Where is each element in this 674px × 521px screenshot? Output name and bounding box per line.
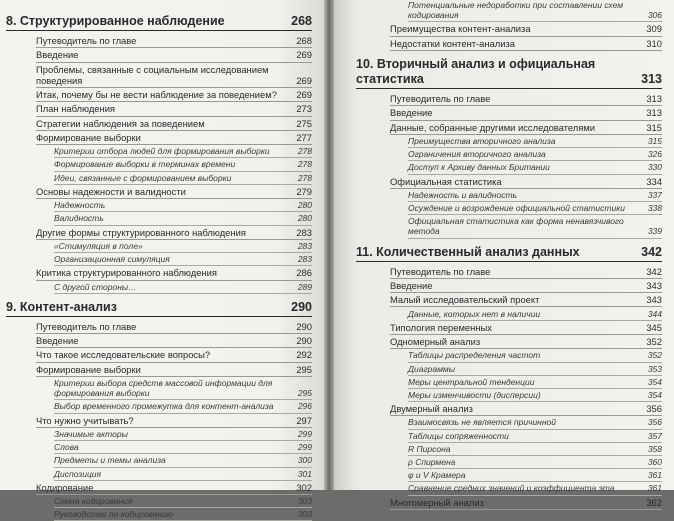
entry-title: Взаимосвязь не является причинной	[408, 417, 556, 428]
entry-page: 354	[647, 389, 662, 400]
entry-title: Меры центральной тенденции	[408, 376, 535, 387]
entry-title: Путеводитель по главе	[390, 93, 491, 104]
entry-page: 301	[297, 468, 312, 479]
toc-subsection-entry[interactable]	[408, 483, 662, 495]
toc-subsection-entry[interactable]	[408, 350, 662, 362]
entry-page: 362	[646, 496, 662, 508]
toc-subsection-entry[interactable]	[54, 173, 312, 185]
toc-subsection-entry[interactable]	[54, 200, 312, 212]
toc-section-entry[interactable]	[390, 107, 662, 120]
toc-subsection-entry[interactable]	[408, 457, 662, 469]
entry-page: 361	[647, 483, 662, 494]
entry-title: Путеводитель по главе	[36, 320, 137, 332]
toc-subsection-entry[interactable]	[408, 162, 662, 174]
toc-subsection-entry[interactable]	[54, 455, 312, 467]
toc-section-entry[interactable]	[36, 89, 312, 102]
entry-page: 354	[647, 376, 662, 387]
entry-title: Кодирование	[36, 481, 94, 493]
toc-subsection-entry[interactable]	[408, 309, 662, 321]
entry-title: Введение	[36, 335, 79, 347]
toc-section-entry[interactable]	[390, 403, 662, 416]
entry-page: 290	[296, 320, 312, 332]
entry-page: 343	[646, 294, 662, 306]
entry-title: Меры изменчивости (дисперсии)	[408, 389, 541, 400]
toc-subsection-entry[interactable]	[408, 364, 662, 376]
chapter-8-entries	[6, 35, 312, 294]
toc-section-entry[interactable]	[390, 266, 662, 279]
toc-subsection-entry[interactable]	[54, 429, 312, 441]
toc-section-entry[interactable]	[390, 176, 662, 189]
entry-page: 268	[296, 35, 312, 46]
entry-title: Слова	[54, 442, 79, 453]
entry-page: 357	[647, 430, 662, 441]
toc-section-entry[interactable]	[36, 415, 312, 428]
entry-title: Организационная симуляция	[54, 254, 170, 265]
toc-subsection-entry[interactable]	[54, 509, 312, 521]
toc-section-entry[interactable]	[36, 118, 312, 131]
toc-subsection-entry[interactable]	[408, 0, 662, 22]
chapter-9-heading[interactable]	[6, 300, 312, 317]
chapter-title: 11. Количественный анализ данных	[356, 244, 580, 259]
entry-title: Критика структурированного наблюдения	[36, 267, 217, 279]
entry-title: Схема кодирования	[54, 496, 133, 506]
entry-page: 352	[647, 350, 662, 361]
entry-title: Диаграммы	[408, 363, 455, 374]
entry-page: 345	[646, 321, 662, 333]
entry-title: Таблицы сопряженности	[408, 430, 509, 441]
entry-title: ρ Спирмена	[408, 457, 456, 468]
toc-subsection-entry[interactable]	[408, 203, 662, 215]
entry-page: 295	[296, 363, 312, 375]
entry-page: 283	[297, 240, 312, 251]
entry-title: Что нужно учитывать?	[36, 414, 134, 426]
toc-subsection-entry[interactable]	[54, 254, 312, 266]
entry-title: Итак, почему бы не вести наблюдение за поведением?	[36, 89, 277, 101]
entry-title: φ и V Крамера	[408, 470, 466, 481]
entry-title: Осуждение и возрождение официальной статистики	[408, 203, 625, 213]
entry-page: 289	[297, 281, 312, 292]
toc-subsection-entry[interactable]	[54, 442, 312, 454]
entry-page: 358	[647, 443, 662, 454]
entry-page: 278	[297, 159, 312, 170]
entry-title: Путеводитель по главе	[390, 265, 491, 277]
entry-page: 280	[297, 200, 312, 211]
toc-subsection-entry[interactable]	[54, 146, 312, 158]
entry-page: 279	[296, 185, 312, 197]
entry-title: Данные, которых нет в наличии	[408, 308, 541, 319]
entry-title: Формирование выборки в терминах времени	[54, 159, 236, 170]
chapter-page: 290	[291, 299, 312, 314]
entry-page: 297	[296, 414, 312, 426]
entry-page: 313	[646, 93, 662, 104]
entry-page: 290	[296, 335, 312, 347]
entry-title: Доступ к Архиву данных Британии	[408, 162, 550, 173]
entry-page: 337	[647, 189, 662, 200]
toc-subsection-entry[interactable]	[408, 377, 662, 389]
toc-section-entry[interactable]	[36, 482, 312, 495]
chapter-8-heading[interactable]	[6, 14, 312, 31]
entry-page: 353	[647, 363, 662, 374]
entry-title: Введение	[36, 49, 79, 61]
toc-section-entry[interactable]	[390, 336, 662, 349]
toc-section-entry[interactable]	[36, 186, 312, 199]
chapter-page: 268	[291, 14, 312, 28]
toc-section-entry[interactable]	[36, 35, 312, 48]
toc-section-entry[interactable]	[390, 280, 662, 293]
toc-section-entry[interactable]	[36, 349, 312, 362]
entry-title: Путеводитель по главе	[36, 35, 137, 46]
toc-subsection-entry[interactable]	[54, 496, 312, 508]
toc-subsection-entry[interactable]	[408, 136, 662, 148]
entry-title: Ограничения вторичного анализа	[408, 149, 546, 160]
entry-page: 315	[647, 135, 662, 146]
entry-page: 269	[296, 89, 312, 101]
toc-section-entry[interactable]	[36, 364, 312, 377]
chapter-title: 8. Структурированное наблюдение	[6, 14, 225, 28]
entry-title: Что такое исследовательские вопросы?	[36, 349, 211, 361]
book-spine	[324, 0, 334, 490]
entry-page: 356	[647, 417, 662, 428]
toc-section-entry[interactable]	[36, 103, 312, 116]
entry-page: 269	[296, 74, 312, 86]
entry-title: Малый исследовательский проект	[390, 294, 540, 306]
toc-section-entry[interactable]	[390, 23, 662, 36]
right-page	[334, 0, 674, 508]
entry-title: Предметы и темы анализа	[54, 455, 166, 466]
toc-subsection-entry[interactable]	[408, 149, 662, 161]
entry-title: Критерии выбора средств массовой информации для формирования выборки	[54, 377, 273, 399]
entry-title: Значимые акторы	[54, 428, 128, 439]
entry-page: 303	[297, 496, 312, 506]
chapter-9-continued-entries	[356, 0, 662, 51]
entry-page: 273	[296, 103, 312, 115]
toc-subsection-entry[interactable]	[408, 390, 662, 402]
toc-section-entry[interactable]	[390, 93, 662, 106]
entry-title: Введение	[390, 279, 433, 291]
chapter-11-heading[interactable]	[356, 245, 662, 262]
entry-page: 360	[647, 457, 662, 468]
entry-page: 303	[297, 509, 312, 520]
toc-section-entry[interactable]	[390, 122, 662, 135]
chapter-title: 9. Контент-анализ	[6, 299, 117, 314]
entry-page: 299	[297, 442, 312, 453]
entry-page: 278	[297, 146, 312, 157]
chapter-page: 313	[641, 72, 662, 86]
toc-subsection-entry[interactable]	[408, 444, 662, 456]
entry-title: Выбор временного промежутка для контент-анализа	[54, 401, 274, 412]
entry-page: 330	[647, 162, 662, 173]
entry-title: Многомерный анализ	[390, 496, 484, 508]
entry-title: Руководство по кодированию	[54, 509, 174, 520]
entry-page: 309	[646, 23, 662, 35]
entry-page: 286	[296, 267, 312, 279]
entry-page: 334	[646, 175, 662, 187]
entry-title: Данные, собранные другими исследователями	[390, 121, 595, 133]
entry-page: 299	[297, 428, 312, 439]
entry-title: Типология переменных	[390, 321, 492, 333]
toc-subsection-entry[interactable]	[54, 159, 312, 171]
entry-page: 283	[296, 226, 312, 238]
entry-page: 326	[647, 149, 662, 160]
entry-title: Сравнение средних значений и коэффициента эта	[408, 483, 615, 494]
toc-subsection-entry[interactable]	[54, 213, 312, 225]
entry-title: Диспозиция	[54, 468, 102, 479]
entry-title: Одномерный анализ	[390, 336, 481, 347]
entry-page: 315	[646, 121, 662, 133]
entry-title: Другие формы структурированного наблюдения	[36, 226, 246, 238]
entry-title: Таблицы распределения частот	[408, 350, 541, 361]
entry-page: 342	[646, 265, 662, 277]
toc-section-entry[interactable]	[390, 497, 662, 510]
entry-page: 338	[647, 203, 662, 213]
toc-section-entry[interactable]	[36, 227, 312, 240]
entry-page: 344	[647, 308, 662, 319]
entry-title: Стратегии наблюдения за поведением	[36, 117, 205, 129]
entry-page: 310	[646, 37, 662, 49]
entry-page: 275	[296, 117, 312, 129]
entry-page: 313	[646, 107, 662, 119]
chapter-9-entries	[6, 321, 312, 521]
entry-page: 352	[646, 336, 662, 347]
toc-section-entry[interactable]	[36, 321, 312, 334]
entry-title: Преимущества контент-анализа	[390, 23, 531, 35]
entry-title: Недостатки контент-анализа	[390, 37, 516, 49]
entry-title: Формирование выборки	[36, 131, 141, 143]
entry-title: Критерии отбора людей для формирования выборки	[54, 146, 270, 157]
entry-title: Официальная статистика как форма ненавязчивого метода	[408, 216, 624, 237]
toc-subsection-entry[interactable]	[54, 378, 312, 400]
chapter-11-entries	[356, 266, 662, 510]
toc-subsection-entry[interactable]	[408, 190, 662, 202]
toc-section-entry[interactable]	[36, 132, 312, 145]
toc-subsection-entry[interactable]	[408, 470, 662, 482]
entry-title: Основы надежности и валидности	[36, 185, 186, 197]
entry-title: С другой стороны…	[54, 281, 137, 292]
chapter-10-heading[interactable]	[356, 57, 662, 89]
toc-subsection-entry[interactable]	[54, 401, 312, 413]
entry-page: 300	[297, 455, 312, 466]
toc-section-entry[interactable]	[390, 322, 662, 335]
toc-subsection-entry[interactable]	[408, 417, 662, 429]
entry-page: 302	[296, 481, 312, 493]
chapter-title: 10. Вторичный анализ и официальная статистика	[356, 57, 596, 86]
entry-title: Преимущества вторичного анализа	[408, 135, 556, 146]
entry-title: Валидность	[54, 213, 104, 224]
entry-title: Двумерный анализ	[390, 403, 473, 415]
entry-title: Идеи, связанные с формированием выборки	[54, 172, 232, 183]
toc-section-entry[interactable]	[390, 294, 662, 307]
entry-page: 277	[296, 131, 312, 143]
toc-subsection-entry[interactable]	[54, 469, 312, 481]
entry-page: 278	[297, 172, 312, 183]
entry-title: Формирование выборки	[36, 363, 141, 375]
toc-section-entry[interactable]	[36, 64, 312, 88]
toc-subsection-entry[interactable]	[54, 241, 312, 253]
entry-page: 343	[646, 279, 662, 291]
entry-page: 280	[297, 213, 312, 224]
entry-page: 356	[646, 403, 662, 415]
toc-section-entry[interactable]	[36, 267, 312, 280]
entry-title: Официальная статистика	[390, 175, 502, 187]
entry-page: 269	[296, 49, 312, 61]
chapter-10-entries	[356, 93, 662, 239]
entry-page: 283	[297, 254, 312, 265]
entry-title: План наблюдения	[36, 103, 116, 115]
entry-title: Надежность и валидность	[408, 189, 518, 200]
entry-title: Потенциальные недоработки при составлении схем кодирования	[408, 0, 624, 21]
entry-title: R Пирсона	[408, 443, 451, 454]
entry-page: 339	[647, 226, 662, 237]
toc-section-entry[interactable]	[36, 49, 312, 62]
entry-page: 296	[297, 401, 312, 412]
entry-title: «Стимуляция в поле»	[54, 240, 143, 251]
toc-subsection-entry[interactable]	[408, 431, 662, 443]
left-page	[0, 0, 324, 520]
chapter-page: 342	[641, 244, 662, 259]
entry-title: Надежность	[54, 200, 106, 211]
toc-subsection-entry[interactable]	[54, 282, 312, 294]
entry-page: 361	[647, 470, 662, 481]
entry-page: 295	[297, 388, 312, 399]
toc-section-entry[interactable]	[36, 335, 312, 348]
toc-section-entry[interactable]	[390, 38, 662, 51]
toc-subsection-entry[interactable]	[408, 216, 662, 238]
entry-page: 292	[296, 349, 312, 361]
entry-title: Проблемы, связанные с социальным исследованием поведения	[36, 63, 269, 86]
entry-title: Введение	[390, 107, 433, 119]
entry-page: 306	[647, 10, 662, 21]
